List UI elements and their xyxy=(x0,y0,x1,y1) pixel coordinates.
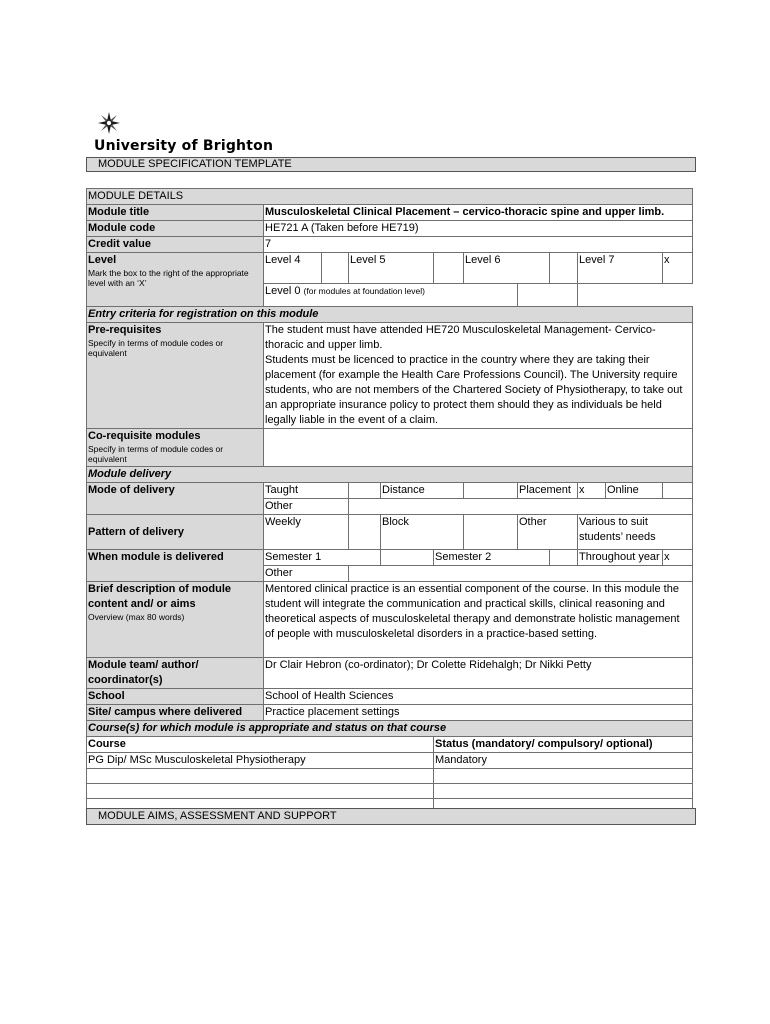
when-other-value[interactable] xyxy=(349,566,693,582)
module-team-value: Dr Clair Hebron (co-ordinator); Dr Colette Ridehalgh; Dr Nikki Petty xyxy=(264,658,693,689)
university-logo xyxy=(94,112,294,156)
courses-heading: Course(s) for which module is appropriate and status on that course xyxy=(87,721,693,737)
pattern-weekly-option: Weekly xyxy=(264,515,349,550)
course-name-cell[interactable] xyxy=(87,769,434,784)
level-6-option: Level 6 xyxy=(464,253,550,284)
course-row xyxy=(87,753,693,769)
course-column-header: Course xyxy=(87,737,434,753)
when-throughout-mark[interactable]: x xyxy=(663,550,693,566)
star-logo-icon xyxy=(98,112,120,134)
module-title-value: Musculoskeletal Clinical Placement – cervico-thoracic spine and upper limb. xyxy=(264,205,693,221)
mode-placement-mark[interactable]: x xyxy=(578,483,606,499)
pattern-other-value: Various to suit students’ needs xyxy=(578,515,693,550)
course-status-cell[interactable] xyxy=(434,784,693,799)
module-team-label: Module team/ author/ coordinator(s) xyxy=(87,658,264,689)
pattern-block-mark[interactable] xyxy=(464,515,518,550)
school-value: School of Health Sciences xyxy=(264,689,693,705)
prerequisites-label: Pre-requisites xyxy=(88,324,162,336)
module-title-label: Module title xyxy=(87,205,264,221)
level-0-option xyxy=(264,284,518,307)
corequisites-note: Specify in terms of module codes or equivalent xyxy=(88,444,224,464)
credit-value-label: Credit value xyxy=(87,237,264,253)
when-semester1-option: Semester 1 xyxy=(264,550,381,566)
course-row xyxy=(87,784,693,799)
when-semester1-mark[interactable] xyxy=(381,550,434,566)
corequisites-label: Co-requisite modules xyxy=(88,430,201,442)
when-semester2-option: Semester 2 xyxy=(434,550,550,566)
school-label: School xyxy=(87,689,264,705)
pattern-of-delivery-label: Pattern of delivery xyxy=(87,515,264,550)
level-7-mark[interactable]: x xyxy=(663,253,693,284)
course-name-cell: PG Dip/ MSc Musculoskeletal Physiotherapy xyxy=(87,753,434,769)
level-5-mark[interactable] xyxy=(434,253,464,284)
pattern-weekly-mark[interactable] xyxy=(349,515,381,550)
mode-placement-option: Placement xyxy=(518,483,578,499)
credit-value-value: 7 xyxy=(264,237,693,253)
corequisites-value[interactable] xyxy=(264,429,693,467)
pattern-block-option: Block xyxy=(381,515,464,550)
prerequisites-note: Specify in terms of module codes or equivalent xyxy=(88,338,224,358)
when-semester2-mark[interactable] xyxy=(550,550,578,566)
status-column-header: Status (mandatory/ compulsory/ optional) xyxy=(434,737,693,753)
mode-online-option: Online xyxy=(606,483,663,499)
level-7-option: Level 7 xyxy=(578,253,663,284)
level-0-note: (for modules at foundation level) xyxy=(303,286,425,296)
description-label: Brief description of module content and/ or aims xyxy=(88,583,232,610)
site-value: Practice placement settings xyxy=(264,705,693,721)
level-4-option: Level 4 xyxy=(264,253,322,284)
level-5-option: Level 5 xyxy=(349,253,434,284)
level-note: Mark the box to the right of the appropriate level with an ‘X’ xyxy=(88,268,249,288)
course-status-cell: Mandatory xyxy=(434,753,693,769)
university-name: University of Brighton xyxy=(94,138,274,154)
mode-taught-mark[interactable] xyxy=(349,483,381,499)
mode-taught-option: Taught xyxy=(264,483,349,499)
mode-distance-option: Distance xyxy=(381,483,464,499)
level-label: Level xyxy=(88,254,117,266)
prerequisites-value: The student must have attended HE720 Musculoskeletal Management- Cervico-thoracic and upper limb. Students must be licenced to practice in the country where they are taking their placement (for example the Health Care Professions Council). The University require students, who are not members of the Chartered Society of Physiotherapy, to take out an appropriate insurance policy to protect them should they as individuals be held legally liable in the event of a claim. xyxy=(264,323,693,429)
description-note: Overview (max 80 words) xyxy=(88,612,185,622)
description-value: Mentored clinical practice is an essential component of the course. In this module the student will integrate the communication and practical skills, clinical reasoning and theoretical aspects of musculoskeletal therapy and demonstrate holistic management of people with musculoskeletal disorders in a practice-based setting. xyxy=(264,582,693,658)
when-throughout-option: Throughout year xyxy=(578,550,663,566)
entry-criteria-heading: Entry criteria for registration on this module xyxy=(87,307,693,323)
module-spec-table xyxy=(86,188,693,814)
mode-other-value[interactable] xyxy=(349,499,693,515)
aims-assessment-heading: MODULE AIMS, ASSESSMENT AND SUPPORT xyxy=(86,808,696,825)
when-delivered-label: When module is delivered xyxy=(87,550,264,582)
level-0-label: Level 0 xyxy=(265,285,301,297)
pattern-other-option: Other xyxy=(518,515,578,550)
mode-online-mark[interactable] xyxy=(663,483,693,499)
level-6-mark[interactable] xyxy=(550,253,578,284)
course-row xyxy=(87,769,693,784)
level-0-mark[interactable] xyxy=(518,284,578,307)
module-details-heading: MODULE DETAILS xyxy=(87,189,693,205)
module-delivery-heading: Module delivery xyxy=(87,467,693,483)
mode-distance-mark[interactable] xyxy=(464,483,518,499)
site-label: Site/ campus where delivered xyxy=(87,705,264,721)
mode-of-delivery-label: Mode of delivery xyxy=(87,483,264,515)
module-code-value: HE721 A (Taken before HE719) xyxy=(264,221,693,237)
mode-other-option: Other xyxy=(264,499,349,515)
module-code-label: Module code xyxy=(87,221,264,237)
level-4-mark[interactable] xyxy=(322,253,349,284)
course-status-cell[interactable] xyxy=(434,769,693,784)
when-other-option: Other xyxy=(264,566,349,582)
course-name-cell[interactable] xyxy=(87,784,434,799)
template-title: MODULE SPECIFICATION TEMPLATE xyxy=(86,157,696,172)
level-blank xyxy=(578,284,693,307)
